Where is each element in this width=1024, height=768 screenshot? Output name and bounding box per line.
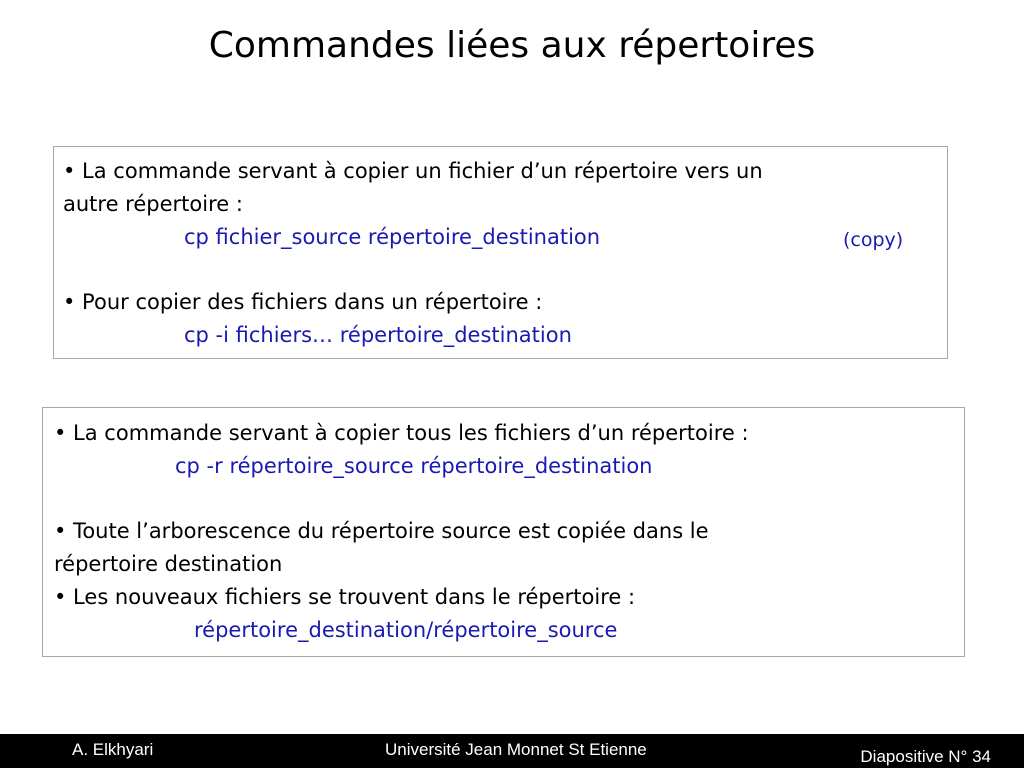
command-cp-recursive: cp -r répertoire_source répertoire_destination bbox=[175, 454, 653, 478]
bullet-tree-copied: • Toute l’arborescence du répertoire source est copiée dans le bbox=[54, 519, 709, 543]
bullet-copy-file: • La commande servant à copier un fichier d’un répertoire vers un bbox=[63, 159, 763, 183]
bullet-copy-directory: • La commande servant à copier tous les fichiers d’un répertoire : bbox=[54, 421, 749, 445]
slide-footer bbox=[0, 734, 1024, 768]
spacer bbox=[63, 254, 939, 286]
path-destination-source: répertoire_destination/répertoire_source bbox=[194, 618, 618, 642]
footer-author: A. Elkhyari bbox=[72, 740, 154, 759]
bullet-tree-copied-continued: répertoire destination bbox=[54, 552, 283, 576]
content-box-copy-files bbox=[53, 146, 948, 359]
content-box-copy-directory bbox=[42, 407, 965, 657]
command-note-copy: (copy) bbox=[843, 229, 904, 251]
bullet-new-files-location: • Les nouveaux fichiers se trouvent dans le répertoire : bbox=[54, 585, 636, 609]
footer-university: Université Jean Monnet St Etienne bbox=[385, 740, 647, 759]
bullet-copy-file-continued: autre répertoire : bbox=[63, 192, 243, 216]
bullet-copy-multiple: • Pour copier des fichiers dans un répertoire : bbox=[63, 290, 543, 314]
command-cp-interactive: cp -i fichiers… répertoire_destination bbox=[184, 323, 572, 347]
spacer bbox=[54, 483, 956, 515]
command-cp-file: cp fichier_source répertoire_destination bbox=[184, 225, 601, 249]
slide-title: Commandes liées aux répertoires bbox=[208, 25, 816, 66]
footer-slide-number: Diapositive N° 34 bbox=[860, 747, 991, 766]
